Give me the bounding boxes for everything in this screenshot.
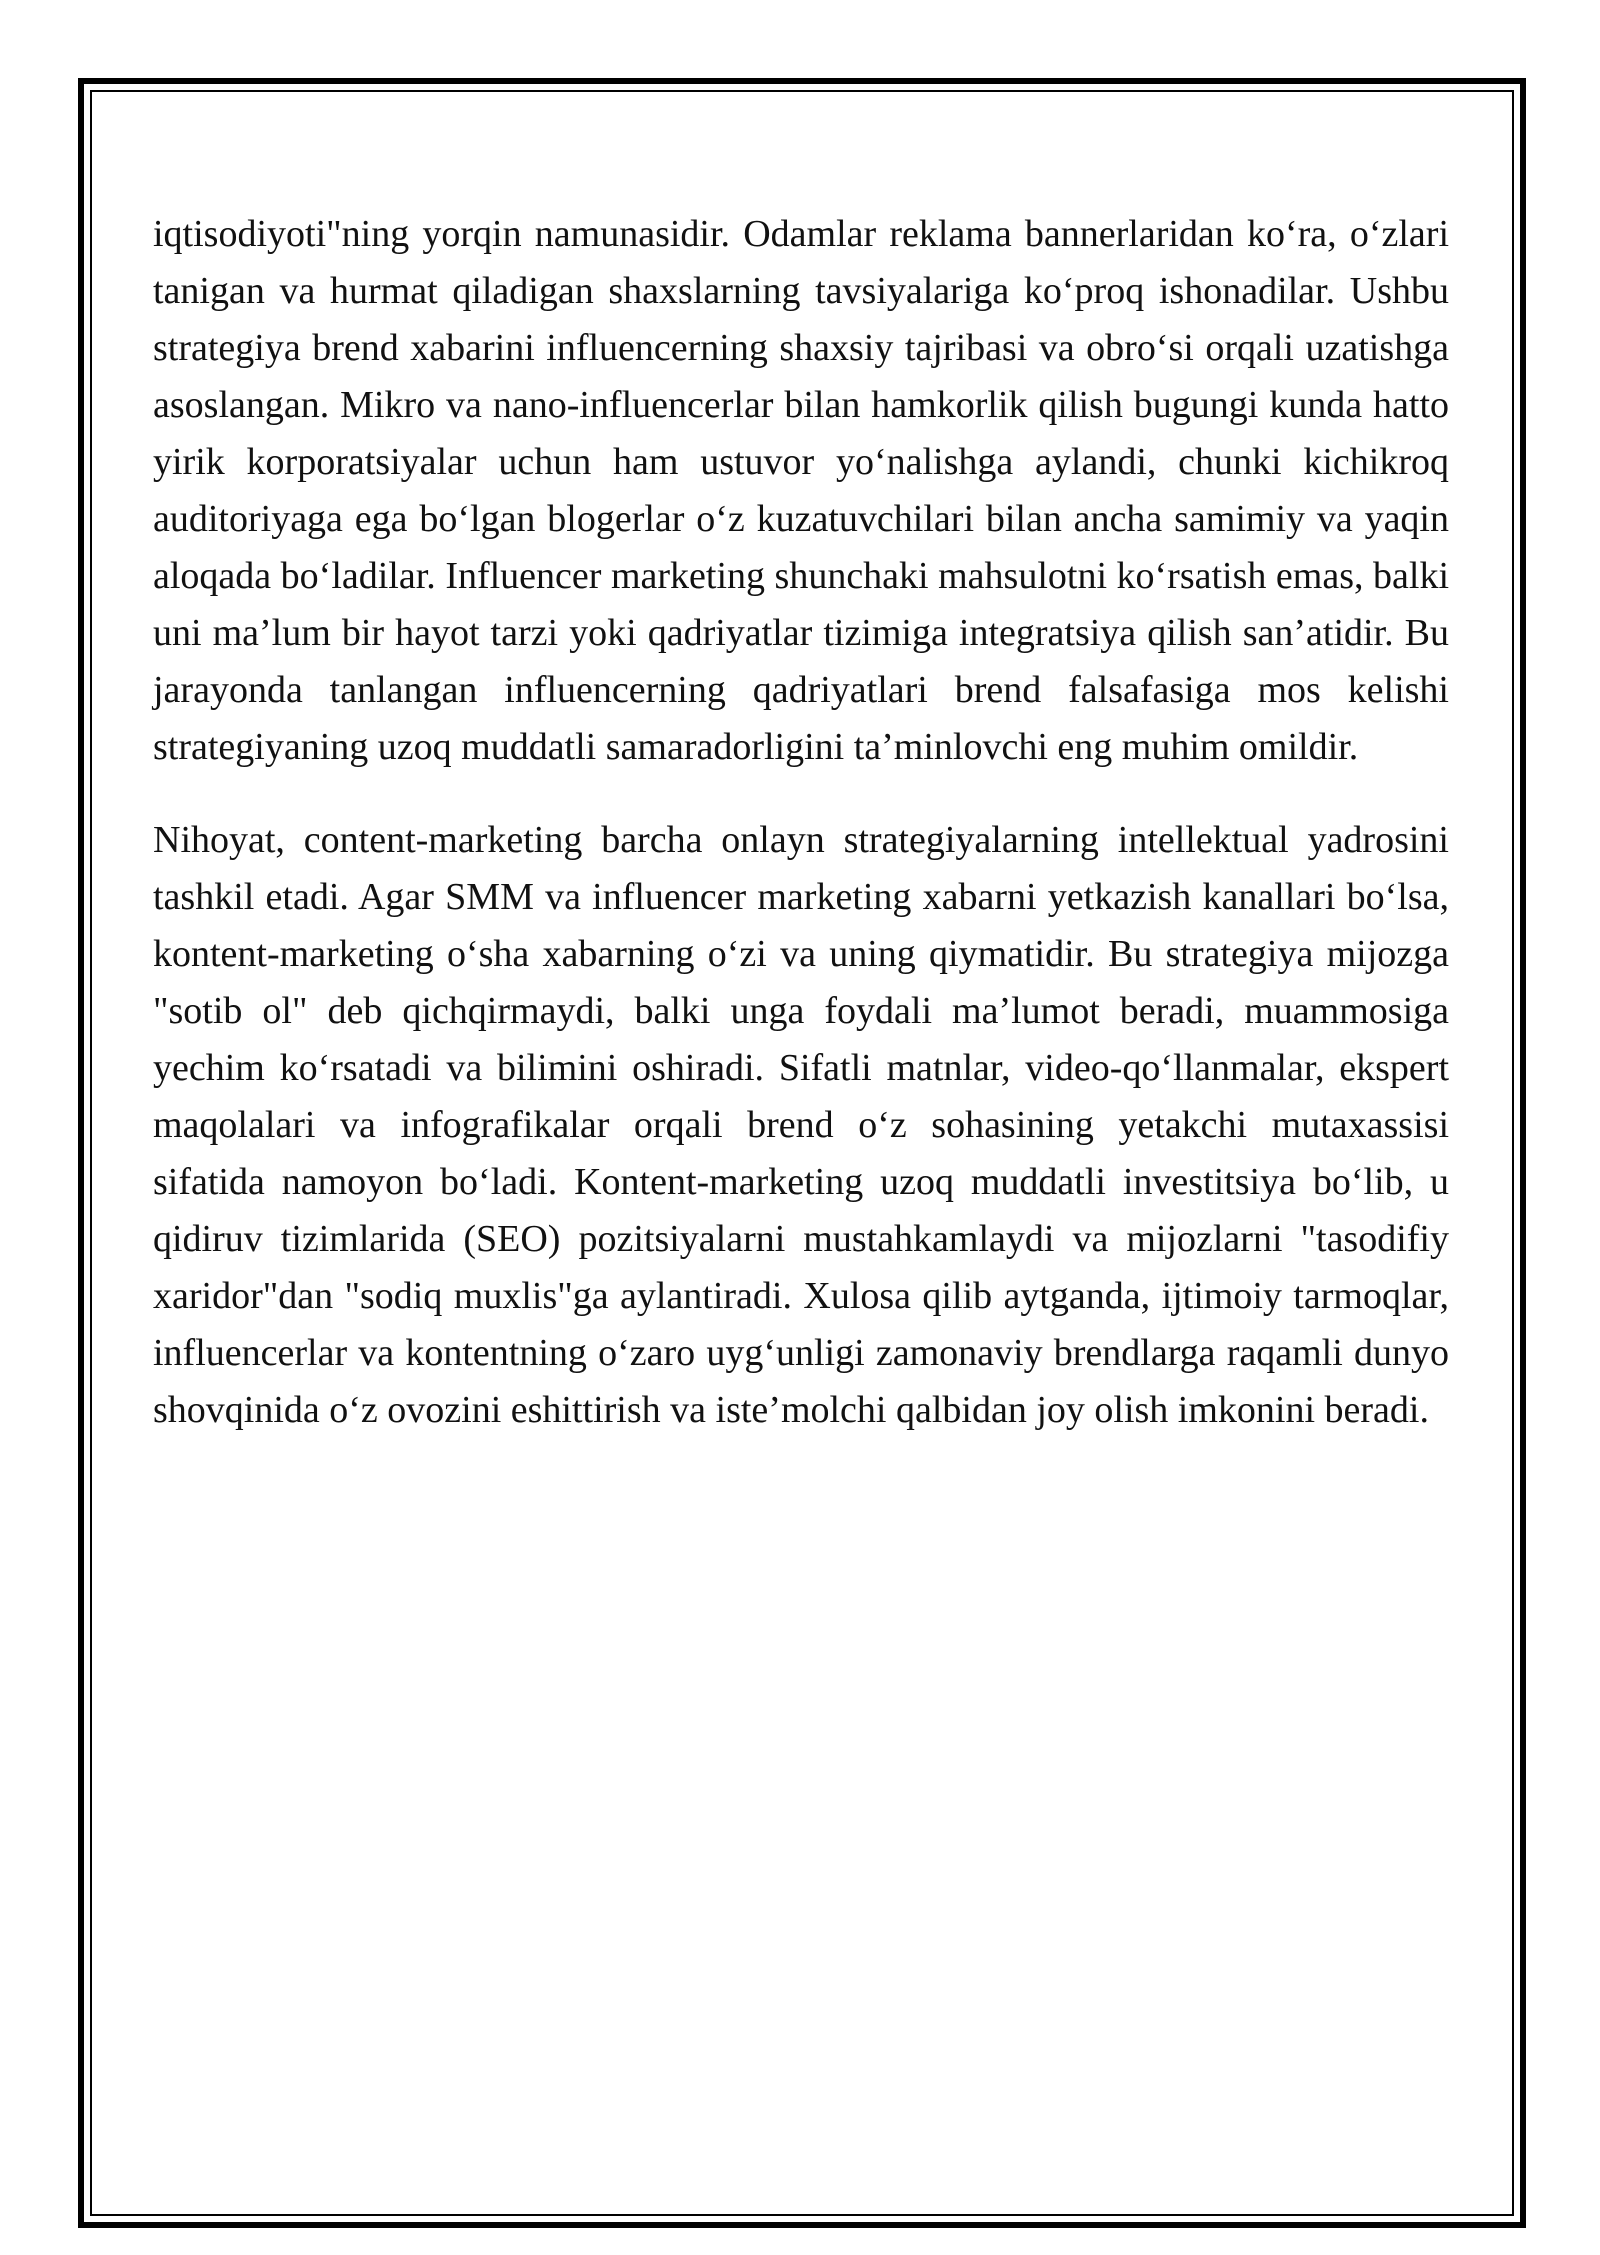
document-body xyxy=(153,206,1449,1475)
paragraph-influencer-marketing: iqtisodiyoti"ning yorqin namunasidir. Odamlar reklama bannerlaridan ko‘ra, o‘zlari tanigan va hurmat qiladigan shaxslarning tavsiyalariga ko‘proq ishonadilar. Ushbu strategiya brend xabarini influencerning shaxsiy tajribasi va obro‘si orqali uzatishga asoslangan. Mikro va nano-influencerlar bilan hamkorlik qilish bugungi kunda hatto yirik korporatsiyalar uchun ham ustuvor yo‘nalishga aylandi, chunki kichikroq auditoriyaga ega bo‘lgan blogerlar o‘z kuzatuvchilari bilan ancha samimiy va yaqin aloqada bo‘ladilar. Influencer marketing shunchaki mahsulotni ko‘rsatish emas, balki uni ma’lum bir hayot tarzi yoki qadriyatlar tizimiga integratsiya qilish san’atidir. Bu jarayonda tanlangan influencerning qadriyatlari brend falsafasiga mos kelishi strategiyaning uzoq muddatli samaradorligini ta’minlovchi eng muhim omildir. xyxy=(153,213,1449,768)
paragraph-content-marketing: Nihoyat, content-marketing barcha onlayn strategiyalarning intellektual yadrosini tashkil etadi. Agar SMM va influencer marketing xabarni yetkazish kanallari bo‘lsa, kontent-marketing o‘sha xabarning o‘zi va uning qiymatidir. Bu strategiya mijozga "sotib ol" deb qichqirmaydi, balki unga foydali ma’lumot beradi, muammosiga yechim ko‘rsatadi va bilimini oshiradi. Sifatli matnlar, video-qo‘llanmalar, ekspert maqolalari va infografikalar orqali brend o‘z sohasining yetakchi mutaxassisi sifatida namoyon bo‘ladi. Kontent-marketing uzoq muddatli investitsiya bo‘lib, u qidiruv tizimlarida (SEO) pozitsiyalarni mustahkamlaydi va mijozlarni "tasodifiy xaridor"dan "sodiq muxlis"ga aylantiradi. Xulosa qilib aytganda, ijtimoiy tarmoqlar, influencerlar va kontentning o‘zaro uyg‘unligi zamonaviy brendlarga raqamli dunyo shovqinida o‘z ovozini eshittirish va iste’molchi qalbidan joy olish imkonini beradi. xyxy=(153,819,1449,1431)
